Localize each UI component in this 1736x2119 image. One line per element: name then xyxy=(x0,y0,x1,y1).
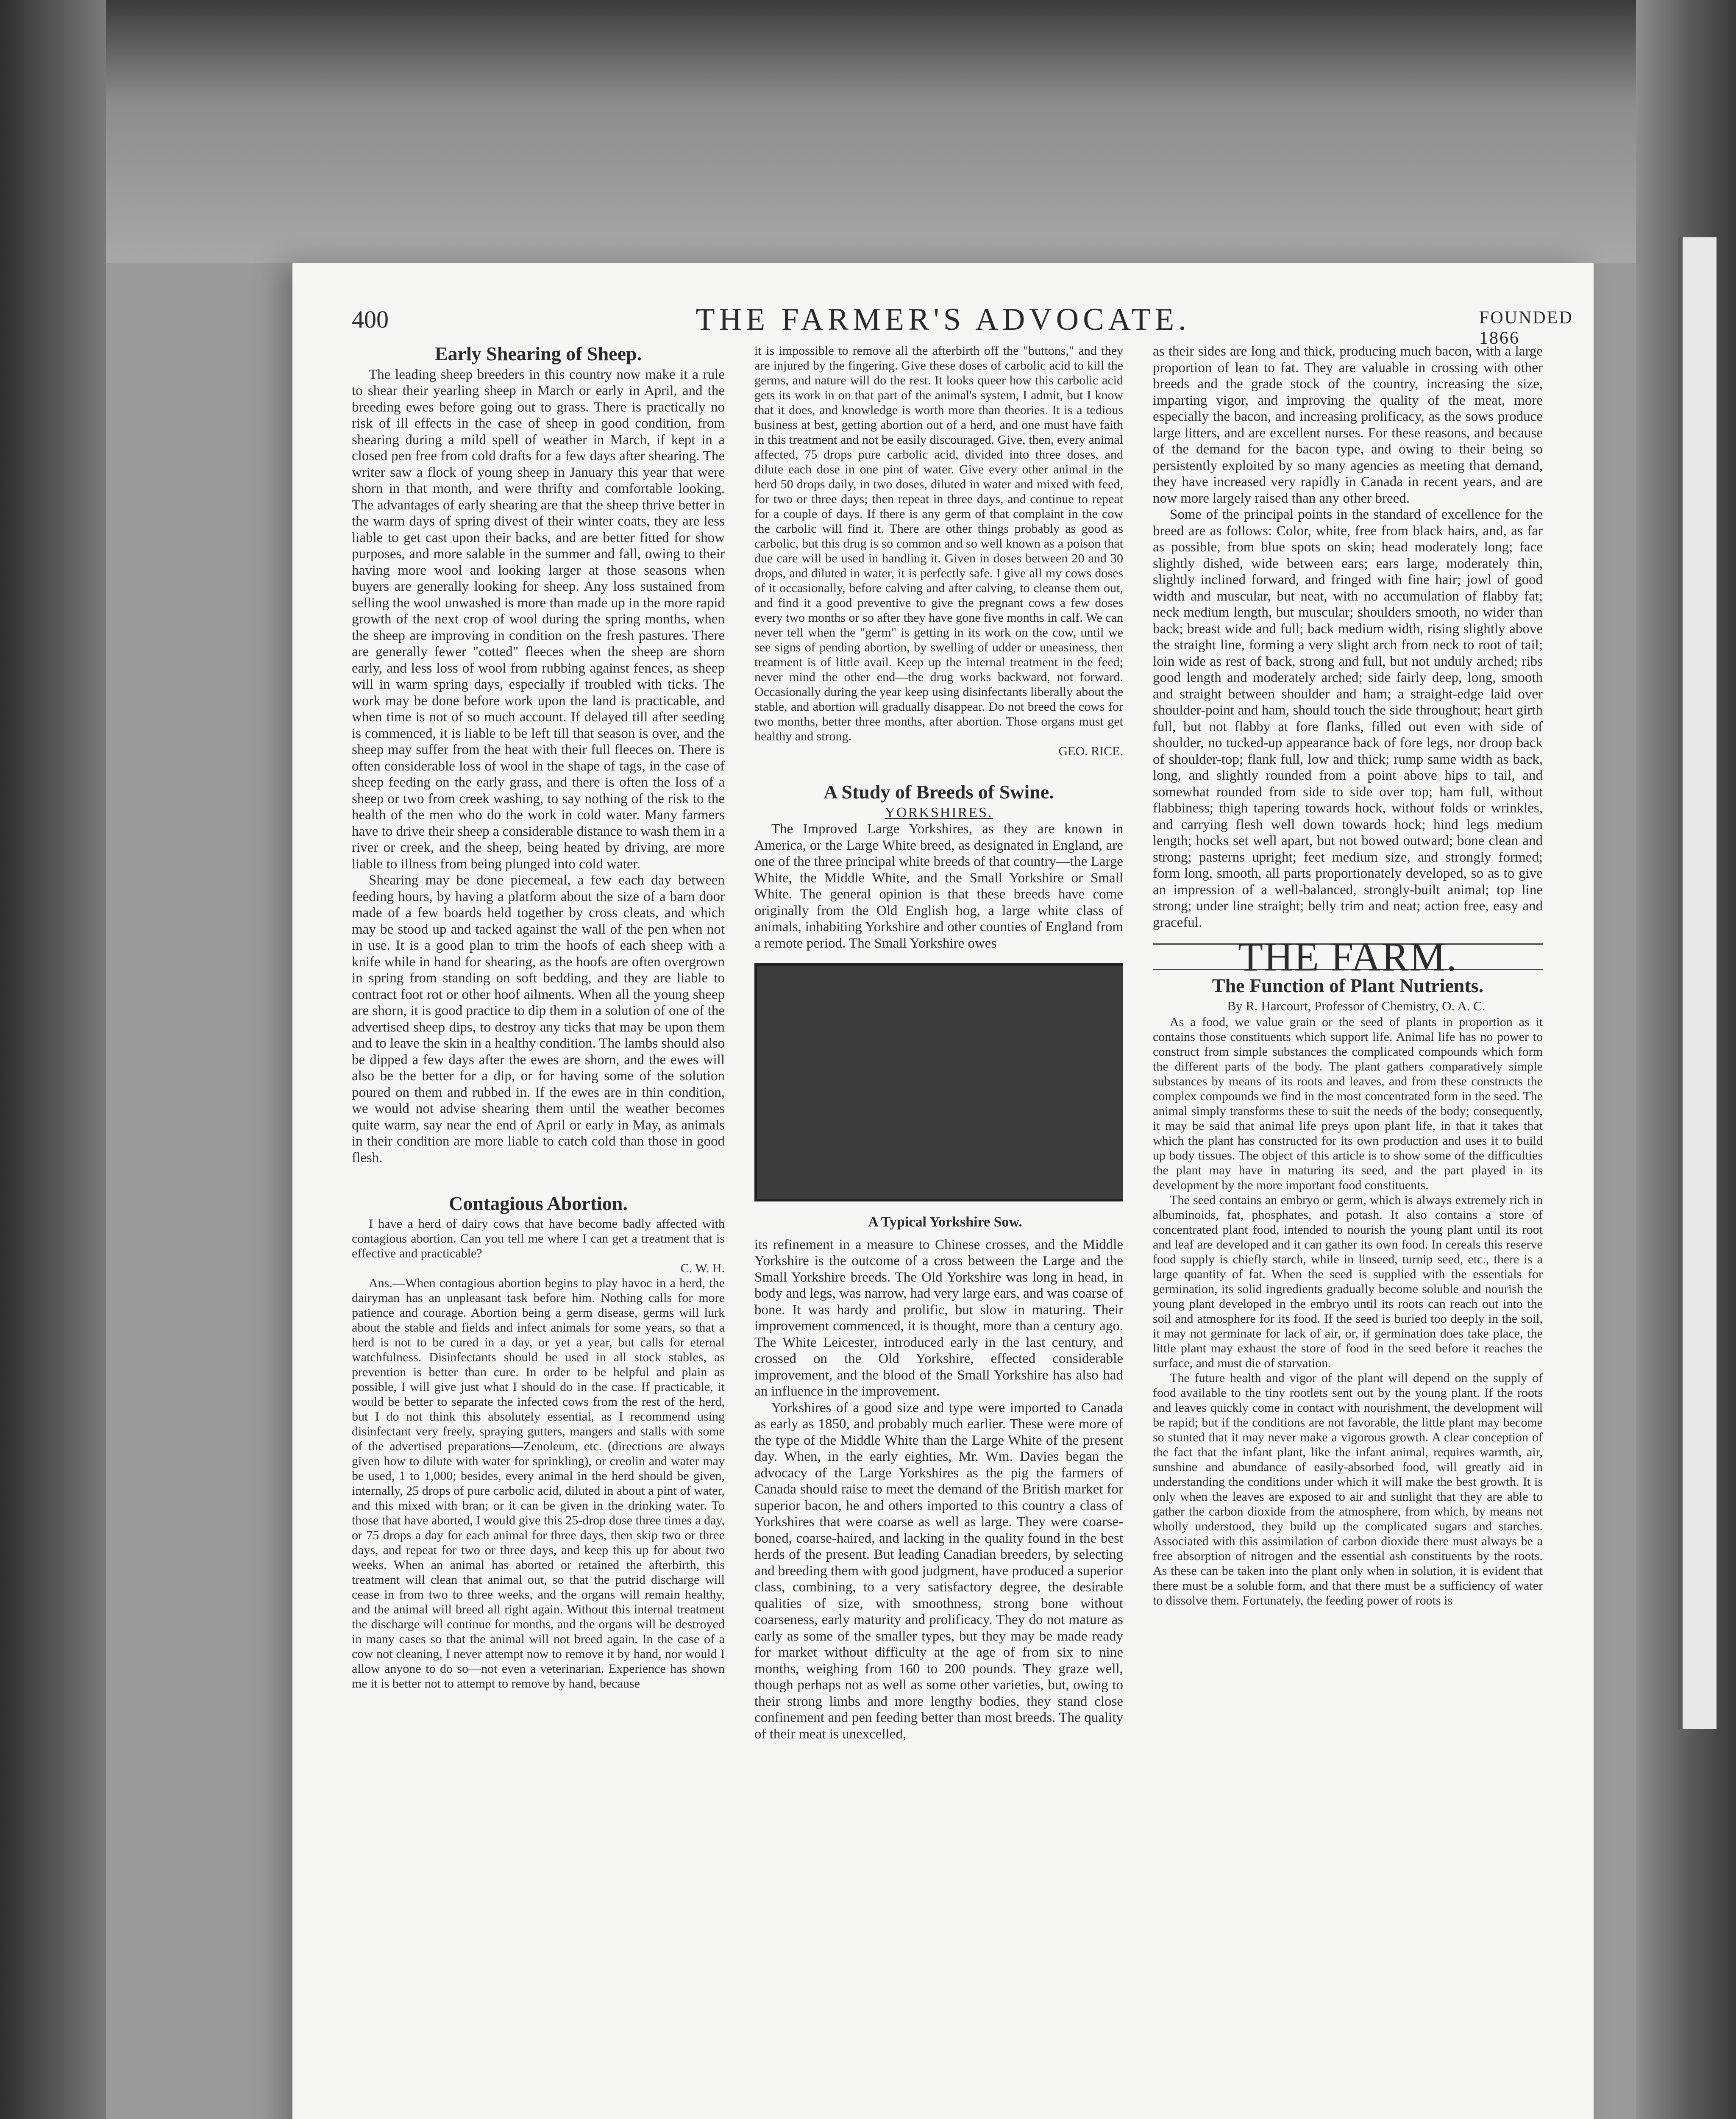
article-byline: By R. Harcourt, Professor of Chemistry, O. A. C. xyxy=(1227,998,1486,1013)
page-number: 400 xyxy=(352,306,389,333)
paragraph: it is impossible to remove all the afterbirth off the "buttons," and they are injured by the fingering. Give these doses of carbolic acid to kill the germs, and nature will do the rest. It looks queer how this carbolic acid gets its work in on that part of the animal's system, I admit, but I know that it does, and knowledge is worth more than theories. It is a tedious business at best, getting abortion out of a herd, and one must have faith in this treatment and not be easily discouraged. Give, then, every animal affected, 75 drops pure carbolic acid, divided into three doses, and dilute each dose in one pint of water. Give every other animal in the herd 50 drops daily, in two doses, diluted in water and mixed with feed, for two or three days; then repeat in three days, and continue to repeat for a couple of days. If there is any germ of that complaint in the cow the carbolic will find it. There are other things probably as good as carbolic, but this drug is so common and so well known as a poison that due care will be used in handling it. Given in doses between 20 and 30 drops, and diluted in water, it is perfectly safe. I give all my cows doses of it occasionally, before calving and after calving, to cleanse them out, and find it a good preventive to give the pregnant cows a few doses every two months or so after they have gone five months in calf. We can never tell when the "germ" is getting in its work on the cow, until we see signs of pending abortion, by swelling of udder or uneasiness, then treatment is of little avail. Keep up the internal treatment in the feed; never mind the other end—the drug works backward, not forward. Occasionally during the year keep using disinfectants liberally about the stable, and abortion will gradually disappear. Do not breed the cows for two months, better three months, after abortion. Those organs must get healthy and strong. xyxy=(754,344,1123,743)
paragraph: Some of the principal points in the standard of excellence for the breed are as follows: Color, white, free from black hairs, and, as far as possible, from blue spots on skin; head moderately long; face slightly dished, wide between ears; ears large, moderately thin, slightly inclined forward, and fringed with fine hair; jowl of good width and muscular, but neat, with no accumulation of flabby fat; neck medium length, but muscular; shoulders smooth, no wider than back; breast wide and full; back medium width, rising slightly above the straight line, forming a very slight arch from neck to root of tail; loin wide as rest of back, strong and full, but not unduly arched; ribs good length and moderately arched; side fairly deep, long, smooth and straight between shoulder and ham; a straight-edge laid over shoulder-point and ham, should touch the side throughout; heart girth full, but not flabby at fore flanks, filled out even with side of shoulder, no tucked-up appearance back of fore legs, nor droop back of shoulder-top; flank full, low and thick; rump same width as back, long, and slightly rounded from a point above hips to tail, and somewhat rounded from side to side over top; ham full, without flabbiness; thigh tapering towards hock, without folds or wrinkles, and carrying flesh well down towards hock; hind legs medium length; hocks set well apart, but not bowed outward; bone clean and strong; pasterns upright; feet medium size, and strongly formed; form long, smooth, all parts proportionately developed, so as to give an impression of a well-balanced, strongly-built animal; top line strong; under line straight; belly trim and neat; action free, easy and graceful. xyxy=(1153,507,1543,930)
paragraph: The seed contains an embryo or germ, which is always extremely rich in albuminoids, fat, phosphates, and potash. It also contains a store of concentrated plant food, intended to nourish the young plant until its root and leaf are developed and it can gather its own food. In cereals this reserve food supply is chiefly starch, while in linseed, turnip seed, etc., there is a large quantity of fat. When the seed is supplied with the essentials for germination, its solid ingredients gradually become soluble and nourish the young plant developed in the embryo until its roots can reach out into the soil and atmosphere for its food. If the seed is buried too deeply in the soil, it may not germinate for lack of air, or, if germination does take place, the little plant may exhaust the store of food in the seed before it reaches the surface, and must die of starvation. xyxy=(1153,1193,1543,1370)
paragraph: its refinement in a measure to Chinese crosses, and the Middle Yorkshire is the outcome of a cross between the Large and the Small Yorkshire breeds. The Old Yorkshire was long in head, in body and legs, was narrow, had very large ears, and was coarse of bone. It was hardy and prolific, but slow in maturing. Their improvement commenced, it is thought, more than a century ago. The White Leicester, introduced early in the last century, and crossed on the Old Yorkshire, effected considerable improvement, and the blood of the Small Yorkshire has also had an influence in the improvement. xyxy=(754,1237,1123,1399)
page-header xyxy=(292,263,1594,348)
column-3 xyxy=(1153,343,1543,2119)
paragraph: as their sides are long and thick, producing much bacon, with a large proportion of lean to fat. They are valuable in crossing with other breeds and the grade stock of the country, increasing the size, imparting vigor, and improving the quality of the meat, more especially the bacon, and increasing prolificacy, as the sows produce large litters, and are excellent nurses. For these reasons, and because of the demand for the bacon type, and owing to their being so persistently exploited by so many agencies as meeting that demand, they have increased very rapidly in Canada in recent years, and are now more largely raised than any other breed. xyxy=(1153,344,1543,506)
founded-label: FOUNDED 1866 xyxy=(1479,308,1573,348)
reader-question: I have a herd of dairy cows that have become badly affected with contagious abortion. Can you tell me where I can get a treatment that is effective and practicable? xyxy=(352,1216,725,1260)
masthead: THE FARMER'S ADVOCATE. xyxy=(696,302,1191,337)
column-1 xyxy=(352,343,725,2119)
photo-caption: A Typical Yorkshire Sow. xyxy=(868,1214,1022,1230)
film-strip xyxy=(1678,237,1717,1729)
article-title-swine: A Study of Breeds of Swine. xyxy=(823,781,1054,803)
column-2 xyxy=(754,343,1123,2119)
answer-paragraph: Ans.—When contagious abortion begins to play havoc in a herd, the dairyman has an unpleasant task before him. Nothing calls for more patience and courage. Abortion being a germ disease, germs will lurk about the stable and fields and infect animals for some years, so that a herd is not to be cured in a day, or yet a year, but calls for eternal watchfulness. Disinfectants should be used in all stock stables, as prevention is better than cure. In order to be helpful and plain as possible, I will give just what I should do in the case. If practicable, it would be better to separate the infected cows from the rest of the herd, but I do not think this absolutely essential, as I recommend using disinfectant very freely, spraying gutters, mangers and stalls with some of the advertised preparations—Zenoleum, etc. (directions are always given how to dilute with water for sprinkling), or creolin and water may be used, 1 to 1,000; besides, every animal in the herd should be given, internally, 25 drops of pure carbolic acid, diluted in about a pint of water, and this mixed with bran; or it can be given in the drinking water. To those that have aborted, I would give this 25-drop dose three times a day, or 75 drops a day for each animal for three days, then skip two or three days, and repeat for two or three days, and keep this up for about two weeks. When an animal has aborted or retained the afterbirth, this treatment will clean that animal out, so that the putrid discharge will cease in from two to three weeks, and the organs will remain healthy, and the animal will breed all right again. Without this internal treatment the discharge will continue for months, and the organs will be destroyed in many cases so that the animal will not breed again. In the case of a cow not cleaning, I never attempt now to remove it by hand, nor would I allow anyone to do so—not even a veterinarian. Experience has shown me it is better not to attempt to remove by hand, because xyxy=(352,1276,725,1691)
photo-figure xyxy=(754,963,1123,1231)
paragraph: Shearing may be done piecemeal, a few each day between feeding hours, by having a platform about the size of a barn door made of a few boards held together by cross cleats, and which may be stood up and tacked against the wall of the pen when not in use. It is a good plan to trim the hoofs of each sheep with a knife while in hand for shearing, as the hoofs are often overgrown in spring from standing on soft bedding, and they are liable to contract foot rot or other hoof ailments. When all the young sheep are shorn, it is good practice to dip them in a solution of one of the advertised sheep dips, to destroy any ticks that may be upon them and to leave the skin in a healthy condition. The lambs should also be dipped a few days after the ewes are shorn, and the ewes will also be the better for a dip, or for having some of the solution poured on them and rubbed in. If the ewes are in thin condition, we would not advise shearing them until the weather becomes quite warm, say near the end of April or early in May, as animals in their condition are more liable to catch cold than those in good flesh. xyxy=(352,873,725,1165)
article-subtitle-yorkshires: YORKSHIRES. xyxy=(885,804,993,820)
newspaper-page xyxy=(292,263,1594,2119)
paragraph: Yorkshires of a good size and type were imported to Canada as early as 1850, and probably much earlier. These were more of the type of the Middle White than the Large White of the present day. When, in the early eighties, Mr. Wm. Davies began the advocacy of the Large Yorkshires as the pig the farmers of Canada should raise to meet the demand of the British market for superior bacon, he and others imported to this country a class of Yorkshires that were coarse as well as large. They were coarse-boned, coarse-haired, and lacking in the quality found in the best herds of the present. But leading Canadian breeders, by selecting and breeding them with good judgment, have produced a superior class, combining, to a very satisfactory degree, the desirable qualities of size, with smoothness, strong bone without coarseness, early maturity and prolificacy. They do not mature as early as some of the smaller types, but they may be made ready for market without difficulty at the age of from six to nine months, weighing from 160 to 200 pounds. They graze well, though perhaps not as well as some other varieties, but, owing to their strong limbs and more lengthy bodies, they stand close confinement and pen feeding better than most breeds. The quality of their meat is unexcelled, xyxy=(754,1400,1123,1742)
answer-signature: GEO. RICE. xyxy=(1058,744,1123,758)
paragraph: As a food, we value grain or the seed of plants in proportion as it contains those constituents which support life. Animal life has no power to construct from simple substances the complicated compounds which form the different parts of the body. The plant gathers comparatively simple substances by means of its roots and leaves, and from these constructs the complex compounds we find in the most concentrated form in the seed. The animal simply transforms these to suit the needs of the body; consequently, it may be said that animal life preys upon plant life, in that it takes that which the plant has constructed for its own production and uses it to build up body tissues. The object of this article is to show some of the difficulties the plant may have in maturing its seed, and the part played in its development by the more important food constituents. xyxy=(1153,1015,1543,1192)
section-banner-the-farm: THE FARM. xyxy=(1153,943,1543,970)
paragraph: The leading sheep breeders in this country now make it a rule to shear their yearling sheep in March or early in April, and the breeding ewes before going out to grass. There is practically no risk of ill effects in the case of sheep in good condition, from shearing during a mild spell of weather in March, if kept in a closed pen free from cold drafts for a few days after shearing. The writer saw a flock of young sheep in January this year that were shorn in that month, and were thrifty and comfortable looking. The advantages of early shearing are that the sheep thrive better in the warm days of spring divest of their winter coats, they are less liable to get cast upon their backs, and are better fitted for show purposes, and more salable in the summer and fall, owing to their having more wool and looking larger at those seasons when buyers are generally looking for sheep. Any loss sustained from selling the wool unwashed is more than made up in the more rapid growth of the next crop of wool during the spring months, when the sheep are improving in condition on the fresh pastures. There are generally fewer "cotted" fleeces when the sheep are shorn early, and less loss of wool from rubbing against fences, as sheep will in warm spring days, especially if troubled with ticks. The work may be done before work upon the land is practicable, and when time is not of so much account. If delayed till after seeding is commenced, it is liable to be left till that season is over, and the sheep may suffer from the heat with their full fleeces on. There is often considerable loss of wool in the shape of tags, in the case of sheep feeding on the early grass, and there is often the loss of a sheep or two from creek washing, to say nothing of the risk to the health of the men who do the work in cold water. Many farmers have to drive their sheep a considerable distance to wash them in a river or creek, and the sheep, being heated by driving, are more liable to illness from being plunged into cold water. xyxy=(352,367,725,872)
article-title-contagious-abortion: Contagious Abortion. xyxy=(449,1193,628,1214)
scan-frame-top xyxy=(0,0,1736,263)
scan-frame-left xyxy=(0,0,106,2119)
article-title-plant-nutrients: The Function of Plant Nutrients. xyxy=(1212,974,1484,996)
yorkshire-sow-photo xyxy=(754,963,1123,1201)
article-title-early-shearing: Early Shearing of Sheep. xyxy=(434,343,642,364)
paragraph: The future health and vigor of the plant will depend on the supply of food available to the tiny rootlets sent out by the young plant. If the roots and leaves quickly come in contact with nourishment, the development will be rapid; but if the conditions are not favorable, the little plant may become so stunted that it may never make a vigorous growth. A clear conception of the fact that the infant plant, like the infant animal, requires warmth, air, sunshine and abundance of easily-absorbed food, will greatly aid in understanding the conditions under which it will make the best growth. It is only when the leaves are exposed to air and sunlight that they are able to gather the carbon dioxide from the atmosphere, from which, by means not wholly understood, they build up the complicated sugars and starches. Associated with this assimilation of carbon dioxide there must always be a free absorption of nitrogen and the essential ash constituents by the roots. As these can be taken into the plant only when in solution, it is evident that there must be a soluble form, and that there must be a sufficiency of water to dissolve them. Fortunately, the feeding power of roots is xyxy=(1153,1371,1543,1607)
question-signature: C. W. H. xyxy=(680,1261,725,1275)
paragraph: The Improved Large Yorkshires, as they are known in America, or the Large White breed, as designated in England, are one of the three principal white breeds of that country—the Large White, the Middle White, and the Small Yorkshire or Small White. The general opinion is that these breeds have come originally from the Old English hog, a large white class of animals, inhabiting Yorkshire and other counties of England from a remote period. The Small Yorkshire owes xyxy=(754,821,1123,951)
